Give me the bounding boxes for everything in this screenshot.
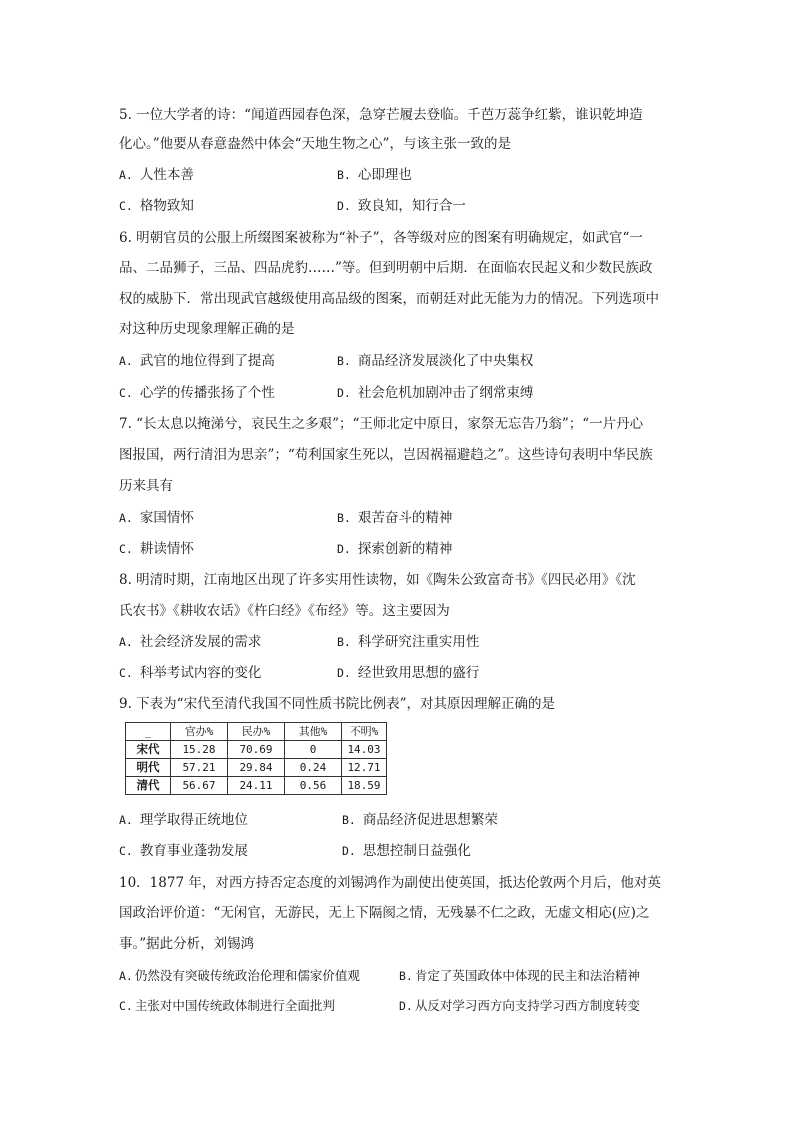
q7-stem-line-2: 图报国，两行清泪为思亲”；“苟利国家生死以，岂因祸福避趋之”。这些诗句表明中华民族	[119, 447, 653, 463]
option-letter: C.	[119, 199, 133, 213]
q7-option-c	[119, 540, 194, 558]
table-row	[126, 777, 387, 795]
option-text: 探索创新的精神	[357, 541, 453, 557]
option-text: 科学研究注重实用性	[357, 634, 480, 650]
option-text: 艰苦奋斗的精神	[357, 510, 453, 526]
option-text: 思想控制日益强化	[362, 843, 471, 859]
table-corner-cell: _	[126, 723, 171, 741]
q10-option-b	[399, 967, 640, 985]
q9-option-d	[342, 842, 471, 860]
q9-option-b	[342, 811, 498, 829]
table-header-cell: 民办%	[228, 723, 285, 741]
option-letter: B.	[337, 168, 351, 182]
option-text: 理学取得正统地位	[139, 812, 248, 828]
option-text: 商品经济促进思想繁荣	[362, 812, 498, 828]
q10-stem-line-2: 国政治评价道：“无闲官，无游民，无上下隔阂之情，无残暴不仁之政，无虚文相応(应)之	[119, 905, 650, 921]
q5-stem-line-1: 5. 一位大学者的诗：“闻道西园春色深，急穿芒履去登临。千芭万蕊争红紫，谁识乾坤造	[119, 107, 643, 123]
q7-stem-line-3: 历来具有	[119, 478, 173, 494]
option-letter: A.	[119, 511, 133, 525]
option-letter: A.	[119, 168, 133, 182]
q6-option-a	[119, 352, 275, 370]
option-letter: B.	[399, 969, 413, 983]
q5-option-d	[337, 197, 466, 215]
table-cell: 0.24	[285, 759, 342, 777]
option-letter: C.	[119, 999, 133, 1013]
q7-option-a	[119, 509, 194, 527]
option-letter: B.	[342, 813, 356, 827]
option-letter: D.	[337, 666, 351, 680]
option-letter: A.	[119, 635, 133, 649]
option-text: 心即理也	[357, 167, 412, 183]
q8-option-c	[119, 664, 261, 682]
option-text: 致良知，知行合一	[357, 198, 466, 214]
table-header-cell: 其他%	[285, 723, 342, 741]
table-cell: 57.21	[171, 759, 228, 777]
option-letter: A.	[119, 969, 133, 983]
table-header-cell: 官办%	[171, 723, 228, 741]
q10-stem-line-1: 10．1877 年，对西方持否定态度的刘锡鸿作为副使出使英国，抵达伦敦两个月后，他对英	[119, 875, 661, 891]
option-letter: D.	[342, 844, 356, 858]
q6-option-d	[337, 384, 533, 402]
q10-option-c	[119, 997, 335, 1015]
q7-option-b	[337, 509, 452, 527]
table-cell: 24.11	[228, 777, 285, 795]
q5-option-a	[119, 166, 194, 184]
academy-ratio-table	[125, 722, 387, 795]
option-letter: C.	[119, 386, 133, 400]
q9-stem-line-1: 9. 下表为“宋代至清代我国不同性质书院比例表”，对其原因理解正确的是	[119, 696, 555, 712]
table-cell: 56.67	[171, 777, 228, 795]
table-cell: 0	[285, 741, 342, 759]
option-letter: B.	[337, 354, 351, 368]
option-text: 武官的地位得到了提高	[139, 353, 275, 369]
table-cell: 70.69	[228, 741, 285, 759]
q5-option-b	[337, 166, 412, 184]
q8-option-b	[337, 633, 479, 651]
option-text: 主张对中国传统政体制进行全面批判	[134, 998, 335, 1013]
option-letter: D.	[337, 199, 351, 213]
option-letter: B.	[337, 511, 351, 525]
table-header-cell: 不明%	[342, 723, 387, 741]
q6-stem-line-2: 品、二品狮子，三品、四品虎豹……”等。但到明朝中后期．在面临农民起义和少数民族政	[119, 260, 653, 276]
option-letter: D.	[337, 542, 351, 556]
q6-stem-line-3: 权的威胁下．常出现武官越级使用高品级的图案，而朝廷对此无能为力的情况。下列选项中	[119, 291, 659, 307]
q5-stem-line-2: 化心。”他要从春意盎然中体会“天地生物之心”，与该主张一致的是	[119, 136, 511, 152]
option-letter: D.	[399, 999, 413, 1013]
q10-option-a	[119, 967, 360, 985]
option-text: 教育事业蓬勃发展	[139, 843, 248, 859]
q6-option-b	[337, 352, 533, 370]
table-cell: 12.71	[342, 759, 387, 777]
option-text: 家国情怀	[139, 510, 194, 526]
option-letter: D.	[337, 386, 351, 400]
option-letter: C.	[119, 542, 133, 556]
table-row-label: 清代	[126, 777, 171, 795]
option-text: 心学的传播张扬了个性	[139, 385, 275, 401]
table-cell: 14.03	[342, 741, 387, 759]
table-row	[126, 759, 387, 777]
table-cell: 15.28	[171, 741, 228, 759]
q5-option-c	[119, 197, 194, 215]
option-text: 格物致知	[139, 198, 194, 214]
q8-option-d	[337, 664, 479, 682]
table-row	[126, 741, 387, 759]
option-letter: A.	[119, 354, 133, 368]
option-letter: C.	[119, 844, 133, 858]
option-text: 肯定了英国政体中体现的民主和法治精神	[414, 968, 640, 983]
option-text: 科举考试内容的变化	[139, 665, 262, 681]
q9-option-a	[119, 811, 248, 829]
option-letter: B.	[337, 635, 351, 649]
q6-stem-line-1: 6. 明朝官员的公服上所缀图案被称为“补子”，各等级对应的图案有明确规定，如武官“一	[119, 230, 643, 246]
q10-stem-line-3: 事。”据此分析，刘锡鸿	[119, 936, 255, 952]
option-text: 人性本善	[139, 167, 194, 183]
q9-option-c	[119, 842, 248, 860]
q8-option-a	[119, 633, 261, 651]
q8-stem-line-1: 8. 明清时期，江南地区出现了许多实用性读物，如《陶朱公致富奇书》《四民必用》《沈	[119, 572, 636, 588]
q6-option-c	[119, 384, 275, 402]
option-text: 社会经济发展的需求	[139, 634, 262, 650]
table-cell: 29.84	[228, 759, 285, 777]
option-text: 仍然没有突破传统政治伦理和儒家价值观	[134, 968, 360, 983]
q7-option-d	[337, 540, 452, 558]
table-row-label: 明代	[126, 759, 171, 777]
option-text: 社会危机加剧冲击了纲常束缚	[357, 385, 534, 401]
option-text: 从反对学习西方向支持学习西方制度转变	[414, 998, 640, 1013]
option-text: 耕读情怀	[139, 541, 194, 557]
table-header-row	[126, 723, 387, 741]
q8-stem-line-2: 氏农书》《耕收农话》《杵臼经》《布经》等。这主要因为	[119, 603, 450, 619]
table-row-label: 宋代	[126, 741, 171, 759]
option-letter: C.	[119, 666, 133, 680]
option-letter: A.	[119, 813, 133, 827]
table-cell: 0.56	[285, 777, 342, 795]
q10-option-d	[399, 997, 640, 1015]
q6-stem-line-4: 对这种历史现象理解正确的是	[119, 321, 295, 337]
table-cell: 18.59	[342, 777, 387, 795]
option-text: 商品经济发展淡化了中央集权	[357, 353, 534, 369]
option-text: 经世致用思想的盛行	[357, 665, 480, 681]
q7-stem-line-1: 7. “长太息以掩涕兮，哀民生之多艰”；“王师北定中原日，家祭无忘告乃翁”；“一片丹心	[119, 416, 644, 432]
